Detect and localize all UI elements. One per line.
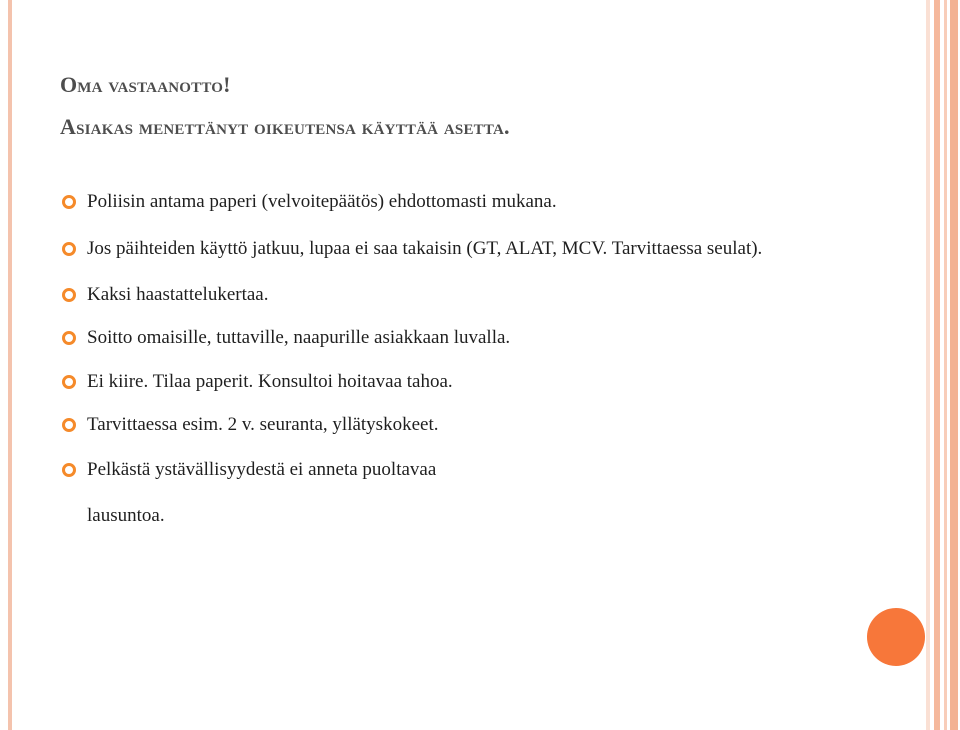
bullet-list — [62, 182, 842, 536]
bullet-text: Poliisin antama paperi (velvoitepäätös) ehdottomasti mukana. — [87, 191, 557, 212]
right-decorative-stripe — [934, 0, 940, 730]
right-decorative-stripe — [950, 0, 958, 730]
bullet-circle-icon — [62, 242, 76, 256]
bullet-text: Ei kiire. Tilaa paperit. Konsultoi hoitavaa tahoa. — [87, 371, 453, 392]
slide-title: Oma vastaanotto! — [60, 72, 231, 97]
bullet-text: Soitto omaisille, tuttaville, naapurille asiakkaan luvalla. — [87, 327, 511, 348]
bullet-circle-icon — [62, 195, 76, 209]
list-item — [62, 182, 842, 222]
right-decorative-stripe — [944, 0, 947, 730]
bullet-text: Kaksi haastattelukertaa. — [87, 284, 269, 305]
list-item — [62, 405, 842, 445]
bullet-circle-icon — [62, 331, 76, 345]
left-decorative-stripe — [8, 0, 12, 730]
bullet-circle-icon — [62, 463, 76, 477]
list-item — [62, 229, 842, 269]
bullet-text: Tarvittaessa esim. 2 v. seuranta, yllätyskokeet. — [87, 414, 439, 435]
list-item — [62, 275, 842, 315]
bullet-text: Jos päihteiden käyttö jatkuu, lupaa ei saa takaisin (GT, ALAT, MCV. Tarvittaessa seulat). — [87, 238, 763, 259]
bullet-text: Pelkästä ystävällisyydestä ei anneta puoltavaa — [87, 459, 437, 480]
bullet-circle-icon — [62, 418, 76, 432]
right-decorative-stripe — [926, 0, 930, 730]
list-item — [62, 362, 842, 402]
decorative-orange-circle — [867, 608, 925, 666]
list-item — [62, 318, 842, 358]
slide-subtitle: Asiakas menettänyt oikeutensa käyttää asetta. — [60, 114, 510, 139]
bullet-circle-icon — [62, 375, 76, 389]
bullet-circle-icon — [62, 288, 76, 302]
list-item — [62, 450, 842, 536]
bullet-text-continuation: lausuntoa. — [87, 505, 165, 526]
